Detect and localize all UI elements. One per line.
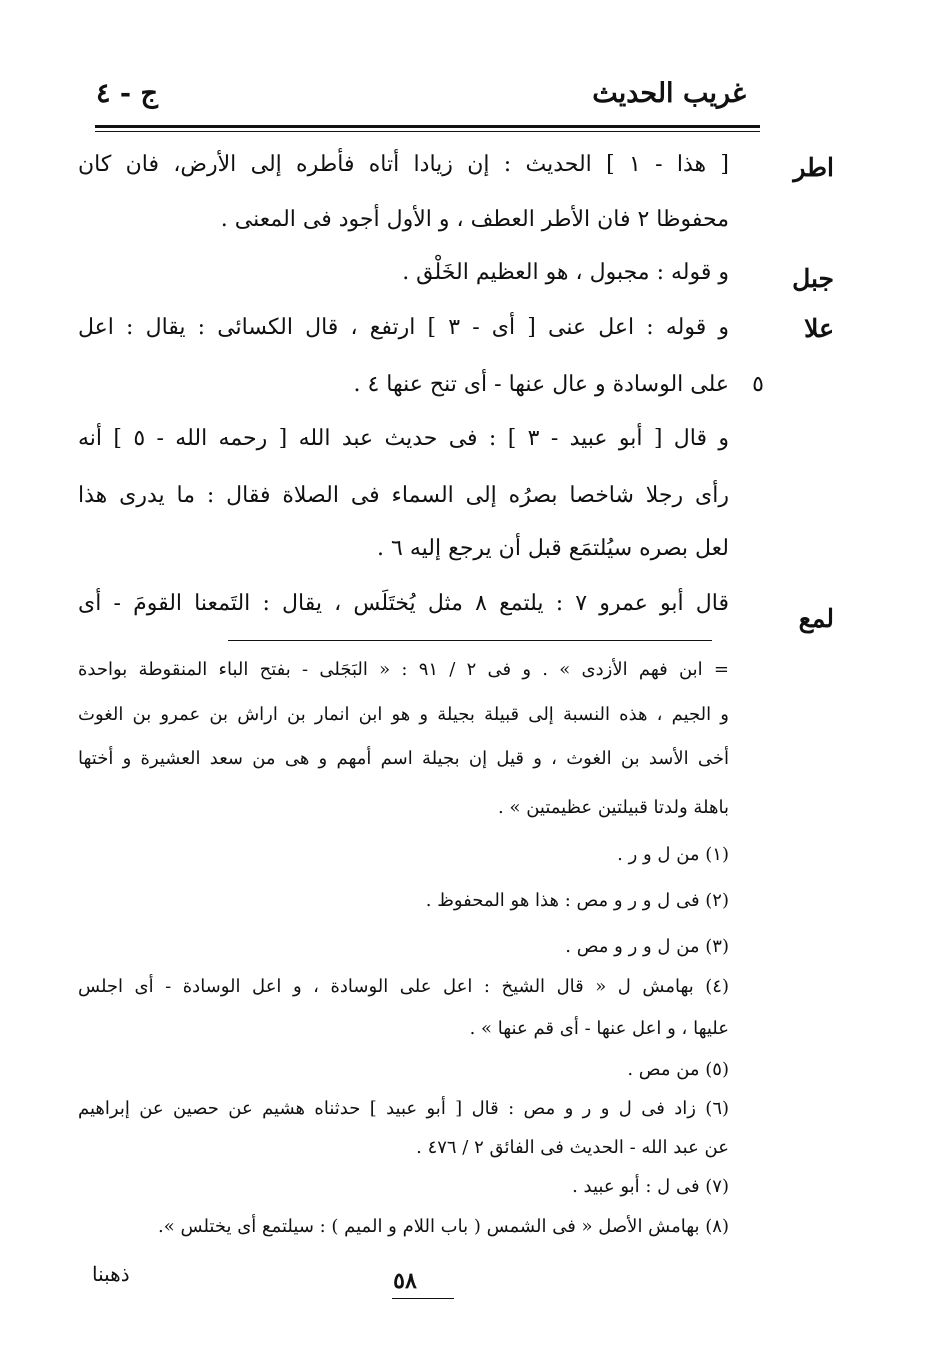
footnote-line: عن عبد الله - الحديث فى الفائق ٢ / ٤٧٦ . xyxy=(416,1137,729,1158)
margin-keyword-ala: علا xyxy=(804,314,834,343)
catchword: ذهبنا xyxy=(92,1262,130,1286)
body-line: و قوله : مجبول ، هو العظيم الخَلْق . xyxy=(402,260,729,285)
margin-keyword-atr: اطر xyxy=(793,153,834,182)
footnote-item: (٤) بهامش ل « قال الشيخ : اعل على الوسادة ، و اعل الوسادة - أى اجلس xyxy=(78,976,729,997)
body-line: و قال [ أبو عبيد - ٣ ] : فى حديث عبد الله [ رحمه الله - ٥ ] أنه xyxy=(78,426,729,451)
footnote-line: أخى الأسد بن الغوث ، و قيل إن بجيلة اسم أمهم و هى من سعد العشيرة و أختها xyxy=(78,748,729,769)
body-line: رأى رجلا شاخصا بصرُه إلى السماء فى الصلاة فقال : ما يدرى هذا xyxy=(78,483,729,508)
volume-indicator: ج - ٤ xyxy=(96,78,158,109)
header-rule xyxy=(95,125,760,128)
footnote-item: (٧) فى ل : أبو عبيد . xyxy=(572,1176,729,1197)
line-number: ٥ xyxy=(752,372,764,397)
footnote-separator xyxy=(228,640,712,641)
footnote-item: (٣) من ل و ر و مص . xyxy=(565,936,729,957)
body-line: على الوسادة و عال عنها - أى تنح عنها ٤ . xyxy=(353,372,729,397)
body-line: محفوظا ٢ فان الأطر العطف ، و الأول أجود فى المعنى . xyxy=(220,207,729,232)
footnote-line: و الجيم ، هذه النسبة إلى قبيلة بجيلة و هو ابن انمار بن اراش بن عمرو بن الغوث xyxy=(78,704,729,725)
header-rule-thin xyxy=(95,131,760,132)
running-title: غريب الحديث xyxy=(592,78,746,109)
footnote-line: عليها ، و اعل عنها - أى قم عنها » . xyxy=(469,1018,729,1039)
body-line: قال أبو عمرو ٧ : يلتمع ٨ مثل يُختَلَس ، يقال : التَمعنا القومَ - أى xyxy=(78,591,729,616)
margin-keyword-lama: لمع xyxy=(798,604,834,633)
body-line: [ هذا - ١ ] الحديث : إن زيادا أتاه فأطره إلى الأرض، فان كان xyxy=(78,152,729,177)
footnote-item: (٥) من مص . xyxy=(627,1059,729,1080)
footnote-item: (٨) بهامش الأصل « فى الشمس ( باب اللام و الميم ) : سيلتمع أى يختلس ». xyxy=(158,1216,729,1237)
footnote-line: باهلة ولدتا قبيلتين عظيمتين » . xyxy=(498,797,729,818)
body-line: و قوله : اعل عنى [ أى - ٣ ] ارتفع ، قال الكسائى : يقال : اعل xyxy=(78,315,729,340)
footnote-item: (٢) فى ل و ر و مص : هذا هو المحفوظ . xyxy=(425,890,729,911)
footnote-line: = ابن فهم الأزدى » . و فى ٢ / ٩١ : « البَجَلى - بفتح الباء المنقوطة بواحدة xyxy=(78,659,730,680)
page-number: ٥٨ xyxy=(393,1268,417,1294)
page-number-rule xyxy=(392,1298,454,1299)
margin-keyword-jabal: جبل xyxy=(792,264,834,293)
footnote-item: (١) من ل و ر . xyxy=(617,844,729,865)
body-line: لعل بصره سيُلتمَع قبل أن يرجع إليه ٦ . xyxy=(377,536,729,561)
footnote-item: (٦) زاد فى ل و ر و مص : قال [ أبو عبيد ] حدثناه هشيم عن حصين عن إبراهيم xyxy=(78,1098,730,1119)
